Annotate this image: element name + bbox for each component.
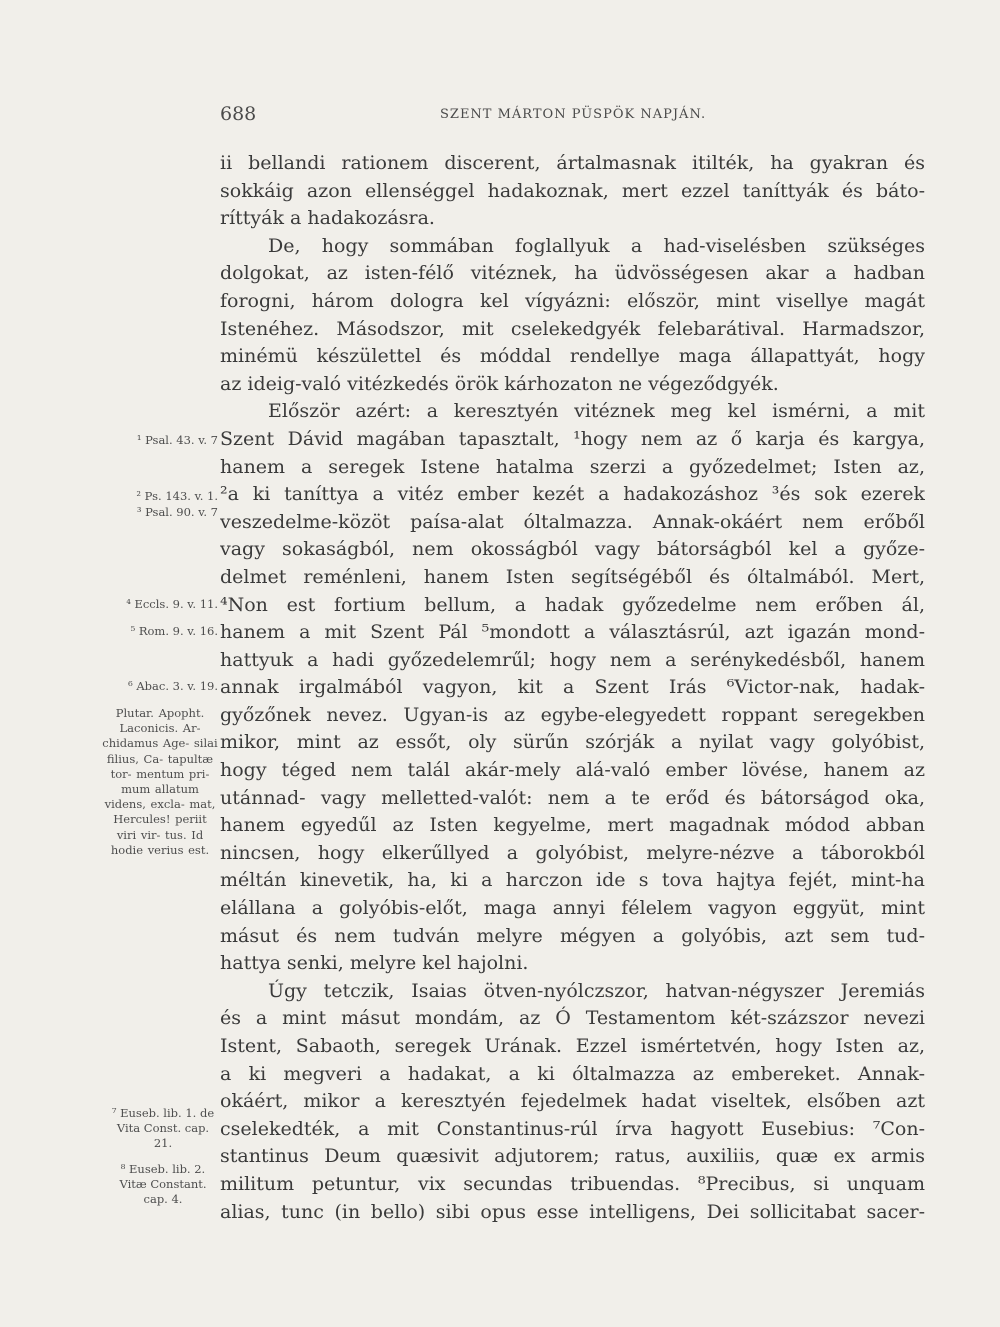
text-line: hogy téged nem talál akár-mely alá-való ember lövése, hanem az [220,759,925,782]
text-line: Istenéhez. Másodszor, mit cselekedgyék felebarátival. Harmadszor, [220,317,925,340]
text-line: dolgokat, az isten-félő vitéznek, ha üdvösségesen akar a hadban [220,262,925,285]
text-line: hattyuk a hadi győzedelemrűl; hogy nem a serénykedésből, hanem [220,648,925,671]
margin-note: ⁴ Eccls. 9. v. 11. [126,597,218,611]
text-line: okáért, mikor a keresztyén fejedelmek hadat viseltek, elsőben azt [220,1090,925,1113]
text-line: az ideig-való vitézkedés örök kárhozaton ne végeződgyék. [220,372,779,395]
text-line: másut és nem tudván melyre mégyen a golyóbis, azt sem tud- [220,924,925,947]
text-line: ii bellandi rationem discerent, ártalmasnak itilték, ha gyakran és [220,152,925,174]
margin-note: ³ Psal. 90. v. 7 [136,505,218,519]
margin-note: ² Ps. 143. v. 1. [136,489,218,503]
text-line: győzőnek nevez. Ugyan-is az egybe-elegyedett roppant seregekben [220,703,925,726]
text-line: hattya senki, melyre kel hajolni. [220,952,529,975]
text-line: utánnad- vagy melletted-valót: nem a te erőd és bátorságod oka, [220,786,925,809]
text-line: a ki megveri a hadakat, a ki óltalmazza az embereket. Annak- [220,1062,925,1085]
margin-note: ⁷ Euseb. lib. 1. de Vita Const. cap. 21. [111,1106,215,1151]
text-line: hanem egyedűl az Isten kegyelme, mert magadnak módod abban [220,814,925,837]
margin-note: ¹ Psal. 43. v. 7 [136,433,218,447]
text-line: vagy sokaságból, nem okosságból vagy bátorságból kel a győze- [220,538,925,561]
text-line: ríttyák a hadakozásra. [220,207,435,230]
text-line: Úgy tetczik, Isaias ötven-nyólczszor, hatvan-négyszer Jeremiás [268,979,925,1002]
text-line: De, hogy sommában foglallyuk a had-viselésben szükséges [268,234,925,257]
body-text [220,150,925,1226]
text-line: cselekedték, a mit Constantinus-rúl írva hagyott Eusebius: ⁷Con- [220,1117,925,1140]
text-line: militum petuntur, vix secundas tribuendas. ⁸Precibus, si unquam [220,1172,925,1195]
text-line: hanem a mit Szent Pál ⁵mondott a választásrúl, azt igazán mond- [220,621,925,644]
text-line: Szent Dávid magában tapasztalt, ¹hogy nem az ő karja és kargya, [220,427,925,450]
text-line: hanem a seregek Istene hatalma szerzi a győzedelmet; Isten az, [220,455,925,478]
text-line: alias, tunc (in bello) sibi opus esse intelligens, Dei sollicitabat sacer- [220,1200,925,1223]
margin-note: ⁵ Rom. 9. v. 16. [130,624,218,638]
page-number: 688 [220,103,257,125]
text-line: stantinus Deum quæsivit adjutorem; ratus, auxiliis, quæ ex armis [220,1145,925,1168]
text-line: elállana a golyóbis-előt, maga annyi félelem vagyon eggyüt, mint [220,897,925,920]
text-line: forogni, három dologra kel vígyázni: először, mint visellye magát [220,289,925,312]
text-line: minémü készülettel és móddal rendellye maga állapattyát, hogy [220,345,925,368]
text-line: nincsen, hogy elkerűllyed a golyóbist, melyre-nézve a táborokból [220,841,925,864]
text-line: annak irgalmából vagyon, kit a Szent Irás ⁶Victor-nak, hadak- [220,676,925,699]
text-line: Először azért: a keresztyén vitéznek meg kel ismérni, a mit [268,400,925,423]
margin-note: ⁸ Euseb. lib. 2. Vitæ Constant. cap. 4. [119,1162,207,1207]
text-line: veszedelme-közöt paísa-alat óltalmazza. Annak-okáért nem erőből [220,510,925,533]
text-line: Istent, Sabaoth, seregek Urának. Ezzel ismértetvén, hogy Isten az, [220,1035,925,1057]
text-line: delmet reménleni, hanem Isten segítségéből és óltalmából. Mert, [220,565,925,588]
margin-note: Plutar. Apopht. Laconicis. Ar- chidamus Age- silai filius, Ca- tapultæ tor- mentum pri- mum allatum videns, excla- mat, Hercules! periit viri vir- tus. Id hodie verius est. [102,706,218,857]
margin-note: ⁶ Abac. 3. v. 19. [128,679,218,693]
text-line: méltán kinevetik, ha, ki a harczon ide s tova hajtya fejét, mint-ha [220,869,925,892]
page-header [220,103,940,133]
text-line: ²a ki taníttya a vitéz ember kezét a hadakozáshoz ³és sok ezerek [220,483,925,506]
running-title: SZENT MÁRTON PÜSPÖK NAPJÁN. [440,107,707,122]
text-line: ⁴Non est fortium bellum, a hadak győzedelme nem erőben ál, [220,593,925,616]
text-line: sokkáig azon ellenséggel hadakoznak, mert ezzel taníttyák és báto- [220,179,925,202]
text-line: mikor, mint az essőt, oly sürűn szórják a nyilat vagy golyóbist, [220,731,925,754]
text-line: és a mint másut mondám, az Ó Testamentom két-százszor nevezi [220,1007,925,1030]
